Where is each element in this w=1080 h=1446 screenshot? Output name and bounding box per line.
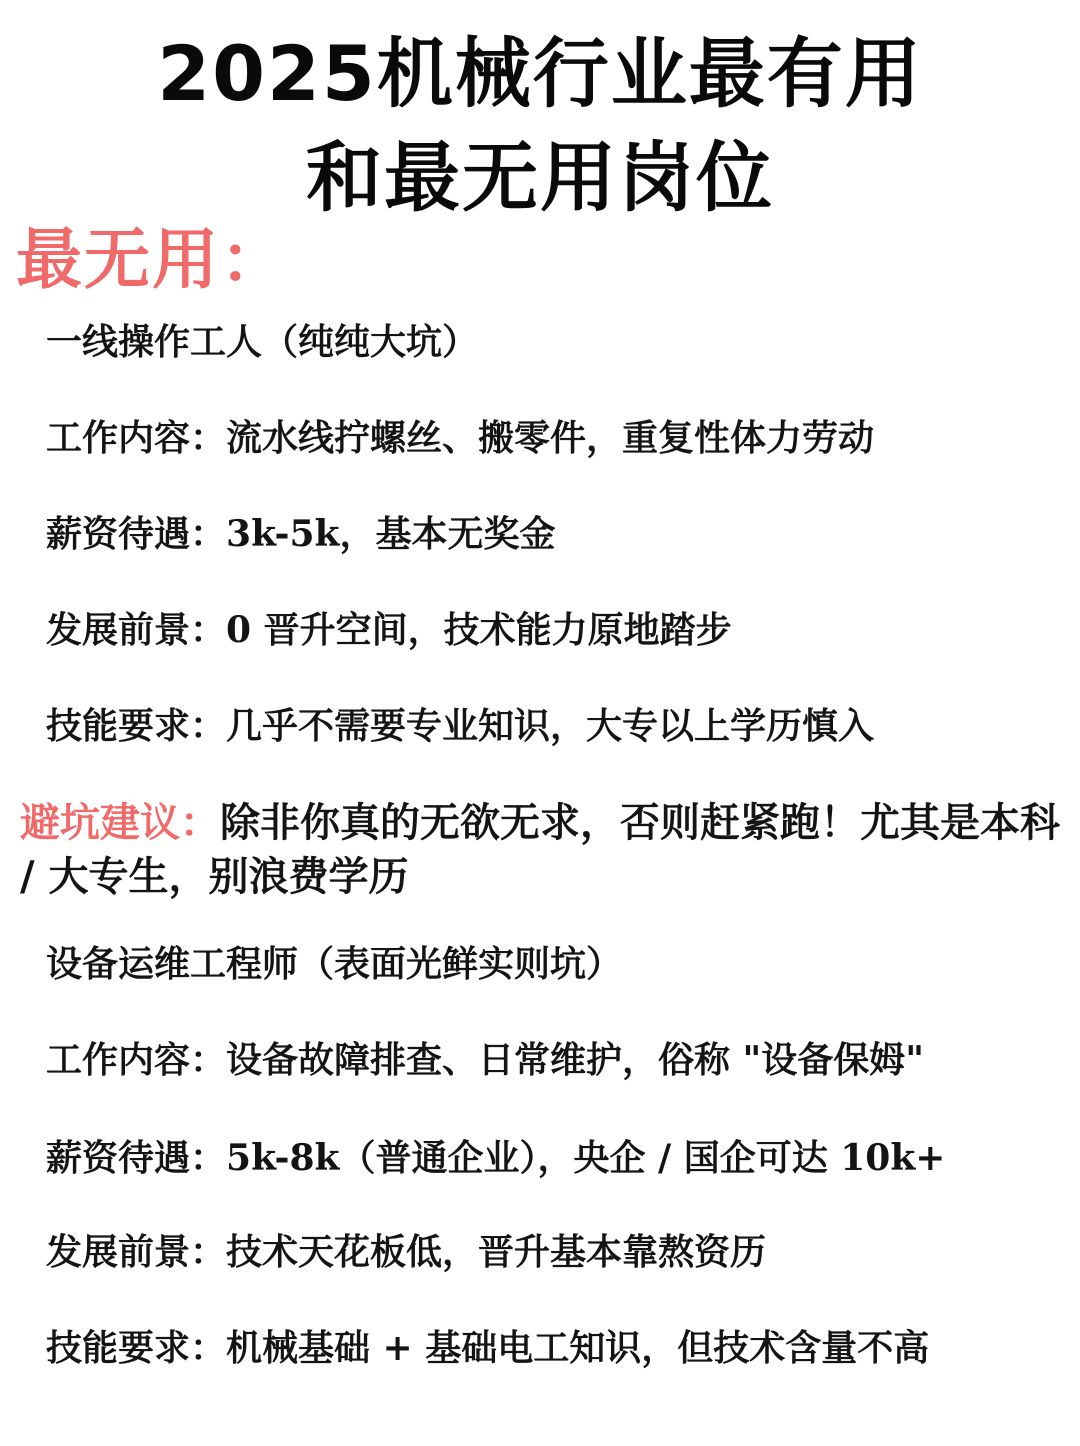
detail-value: 3k-5k，基本无奖金 bbox=[226, 513, 556, 555]
job2-detail-work-content bbox=[46, 1036, 924, 1084]
job1-detail-salary bbox=[46, 510, 555, 558]
page-title-line-2: 和最无用岗位 bbox=[306, 133, 774, 222]
detail-label: 发展前景： bbox=[46, 609, 227, 651]
job1-detail-prospects bbox=[46, 606, 732, 654]
detail-value: 0 晋升空间，技术能力原地踏步 bbox=[226, 609, 732, 651]
job1-detail-skills bbox=[46, 702, 874, 750]
detail-label: 薪资待遇： bbox=[46, 1137, 227, 1179]
detail-value: 5k-8k（普通企业），央企 / 国企可达 10k+ bbox=[226, 1137, 946, 1179]
detail-value: 技术天花板低，晋升基本靠熬资历 bbox=[226, 1231, 767, 1273]
detail-label: 发展前景： bbox=[46, 1231, 227, 1273]
detail-label: 薪资待遇： bbox=[46, 513, 227, 555]
detail-label: 工作内容： bbox=[46, 1039, 227, 1081]
job-title-equipment-engineer: 设备运维工程师（表面光鲜实则坑） bbox=[46, 943, 623, 985]
advice-paragraph bbox=[20, 796, 1060, 904]
page-title-line-1: 2025机械行业最有用 bbox=[157, 29, 923, 118]
job2-detail-prospects bbox=[46, 1228, 766, 1276]
detail-value: 几乎不需要专业知识，大专以上学历慎入 bbox=[226, 705, 875, 747]
job-title-line-worker: 一线操作工人（纯纯大坑） bbox=[46, 321, 479, 363]
detail-value: 机械基础 + 基础电工知识，但技术含量不高 bbox=[226, 1327, 930, 1369]
section-heading-least-useful: 最无用： bbox=[16, 221, 288, 298]
job2-detail-skills bbox=[46, 1324, 929, 1372]
detail-label: 工作内容： bbox=[46, 417, 227, 459]
job1-detail-work-content bbox=[46, 414, 874, 462]
detail-label: 技能要求： bbox=[46, 1327, 227, 1369]
job2-detail-salary bbox=[46, 1134, 945, 1182]
advice-label: 避坑建议： bbox=[20, 799, 220, 846]
detail-value: 设备故障排查、日常维护，俗称 "设备保姆" bbox=[226, 1039, 925, 1081]
detail-label: 技能要求： bbox=[46, 705, 227, 747]
advice-text: 除非你真的无欲无求，否则赶紧跑！尤其是本科 / 大专生，别浪费学历 bbox=[20, 799, 1060, 900]
detail-value: 流水线拧螺丝、搬零件，重复性体力劳动 bbox=[226, 417, 875, 459]
